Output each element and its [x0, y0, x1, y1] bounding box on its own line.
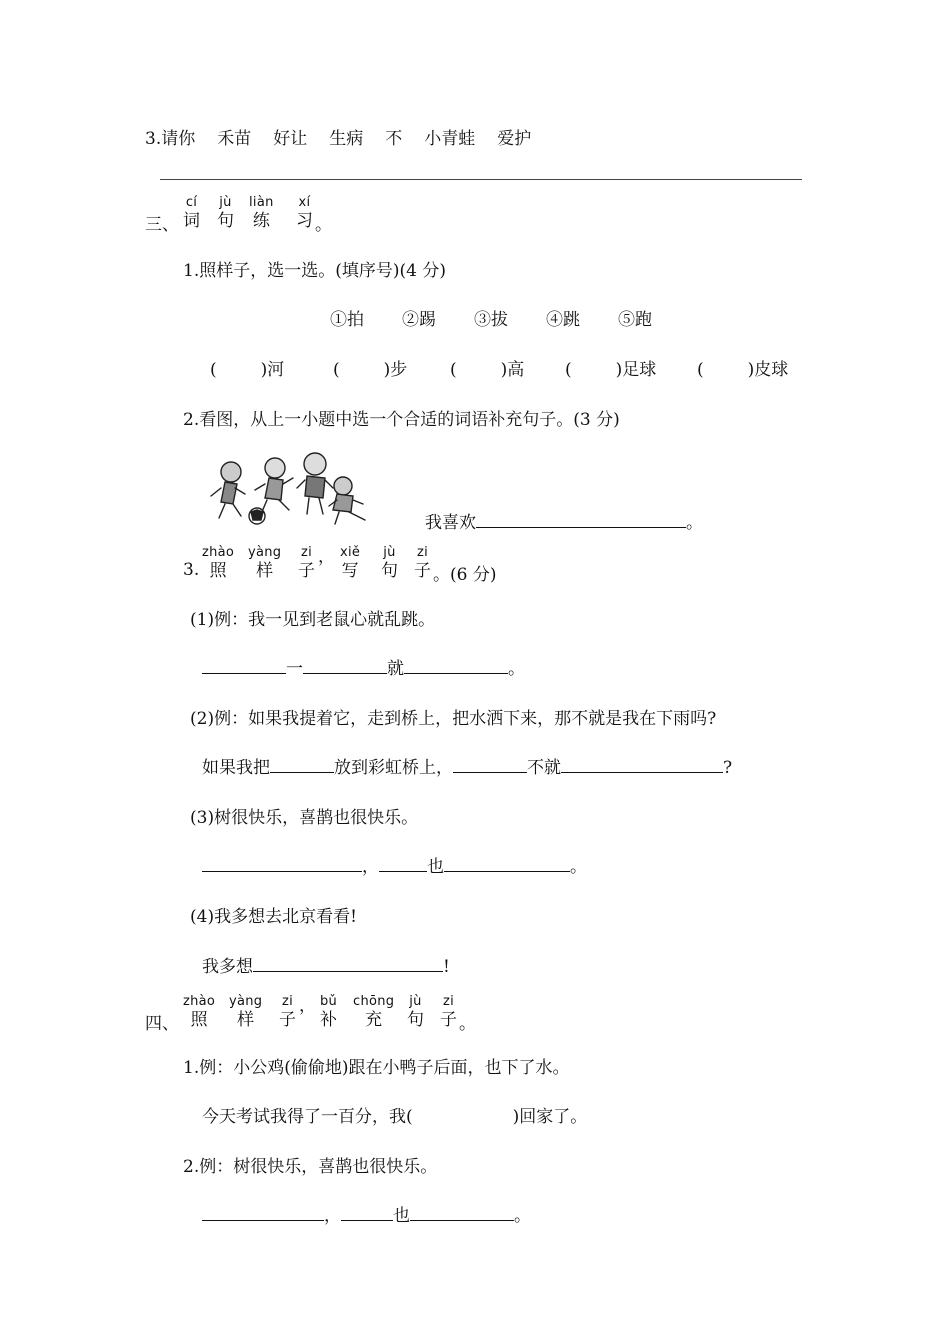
q1-blank-4[interactable]: ( )足球 — [565, 360, 657, 380]
option-1: ①拍 — [330, 310, 364, 330]
blank[interactable] — [202, 1202, 324, 1221]
pinyin-char: zi 子 — [279, 994, 296, 1030]
word-1: 请你 — [161, 129, 196, 149]
q3-prefix: 3. — [183, 560, 200, 580]
word-5: 不 — [385, 129, 403, 149]
pinyin-char: yàng 样 — [229, 994, 263, 1030]
section-3-prefix: 三、 — [145, 215, 179, 235]
s4-q2-answer: ， 也 。 — [202, 1201, 531, 1226]
q3-3-example: (3)树很快乐，喜鹊也很快乐。 — [190, 808, 419, 828]
pinyin-char: zhào 照 — [183, 994, 216, 1030]
pinyin-char: jù 句 — [217, 195, 234, 231]
q2-title: 2.看图，从上一小题中选一个合适的词语补充句子。(3 分) — [183, 410, 620, 430]
pinyin-char: zi 子 — [298, 545, 315, 581]
option-3: ③拔 — [474, 310, 508, 330]
q1-blank-3[interactable]: ( )高 — [450, 360, 525, 380]
blank[interactable] — [404, 655, 508, 674]
options-row — [330, 305, 652, 330]
q3-2-example: (2)例：如果我提着它，走到桥上，把水洒下来，那不就是我在下雨吗? — [190, 709, 717, 729]
q3-2-answer: 如果我把 放到彩虹桥上， 不就 ? — [202, 753, 732, 778]
answer-line[interactable] — [160, 179, 802, 180]
section-4-suffix: 。 — [459, 1014, 476, 1034]
q3-3-answer: ， 也 。 — [202, 852, 587, 877]
paren-blank[interactable] — [413, 1104, 513, 1122]
q2-answer-blank[interactable] — [476, 509, 686, 528]
pinyin-char: zhào 照 — [202, 545, 235, 581]
section-3-suffix: 。 — [315, 215, 332, 235]
blank[interactable] — [410, 1202, 514, 1221]
blank[interactable] — [303, 655, 387, 674]
pinyin-char: jù 句 — [407, 994, 424, 1030]
pinyin-char: ， — [299, 996, 316, 1016]
blank[interactable] — [341, 1202, 393, 1221]
children-playing-illustration — [205, 450, 375, 535]
pinyin-char: jù 句 — [381, 545, 398, 581]
word-7: 爱护 — [497, 129, 532, 149]
q3-4-example: (4)我多想去北京看看! — [190, 907, 357, 927]
q1-word-4: 足球 — [622, 360, 657, 380]
pinyin-char: zi 子 — [440, 994, 457, 1030]
word-2: 禾苗 — [217, 129, 252, 149]
q1-word-5: 皮球 — [754, 360, 789, 380]
blank[interactable] — [202, 655, 286, 674]
q1-word-2: 步 — [390, 360, 408, 380]
q3-suffix: 。(6 分) — [433, 565, 497, 585]
q3-1-example: (1)例：我一见到老鼠心就乱跳。 — [190, 610, 436, 630]
word-list-label: 3. — [145, 129, 162, 149]
q3-4-answer: 我多想 ! — [202, 952, 450, 977]
q1-word-3: 高 — [507, 360, 525, 380]
s4-q1-answer: 今天考试我得了一百分，我( )回家了。 — [202, 1102, 587, 1127]
s4-q2-example: 2.例：树很快乐，喜鹊也很快乐。 — [183, 1157, 438, 1177]
pinyin-char: ， — [318, 547, 335, 567]
blank[interactable] — [561, 754, 723, 773]
option-4: ④跳 — [546, 310, 580, 330]
pinyin-char: xí 习 — [296, 195, 313, 231]
blank[interactable] — [270, 754, 334, 773]
pinyin-char: chōng 充 — [353, 994, 395, 1030]
option-2: ②踢 — [402, 310, 436, 330]
word-6: 小青蛙 — [424, 129, 476, 149]
q3-1-answer: 一 就 。 — [202, 654, 525, 679]
blank[interactable] — [453, 754, 527, 773]
word-list-line — [145, 124, 531, 149]
blank[interactable] — [253, 953, 443, 972]
q1-blank-5[interactable]: ( )皮球 — [697, 360, 789, 380]
blank[interactable] — [379, 853, 427, 872]
blank[interactable] — [444, 853, 570, 872]
word-3: 好让 — [273, 129, 308, 149]
q1-blank-1[interactable]: ( )河 — [210, 360, 285, 380]
blank[interactable] — [202, 853, 362, 872]
word-4: 生病 — [329, 129, 364, 149]
section-4-prefix: 四、 — [145, 1014, 179, 1034]
option-5: ⑤跑 — [618, 310, 652, 330]
pinyin-char: yàng 样 — [248, 545, 282, 581]
pinyin-char: xiě 写 — [340, 545, 361, 581]
q1-blank-2[interactable]: ( )步 — [333, 360, 408, 380]
pinyin-char: bǔ 补 — [320, 994, 338, 1030]
pinyin-char: liàn 练 — [249, 195, 274, 231]
pinyin-char: zi 子 — [414, 545, 431, 581]
pinyin-char: cí 词 — [183, 195, 200, 231]
q2-sentence: 我喜欢 。 — [425, 508, 703, 533]
q1-word-1: 河 — [267, 360, 285, 380]
q1-title: 1.照样子，选一选。(填序号)(4 分) — [183, 261, 446, 281]
s4-q1-example: 1.例：小公鸡(偷偷地)跟在小鸭子后面，也下了水。 — [183, 1058, 570, 1078]
